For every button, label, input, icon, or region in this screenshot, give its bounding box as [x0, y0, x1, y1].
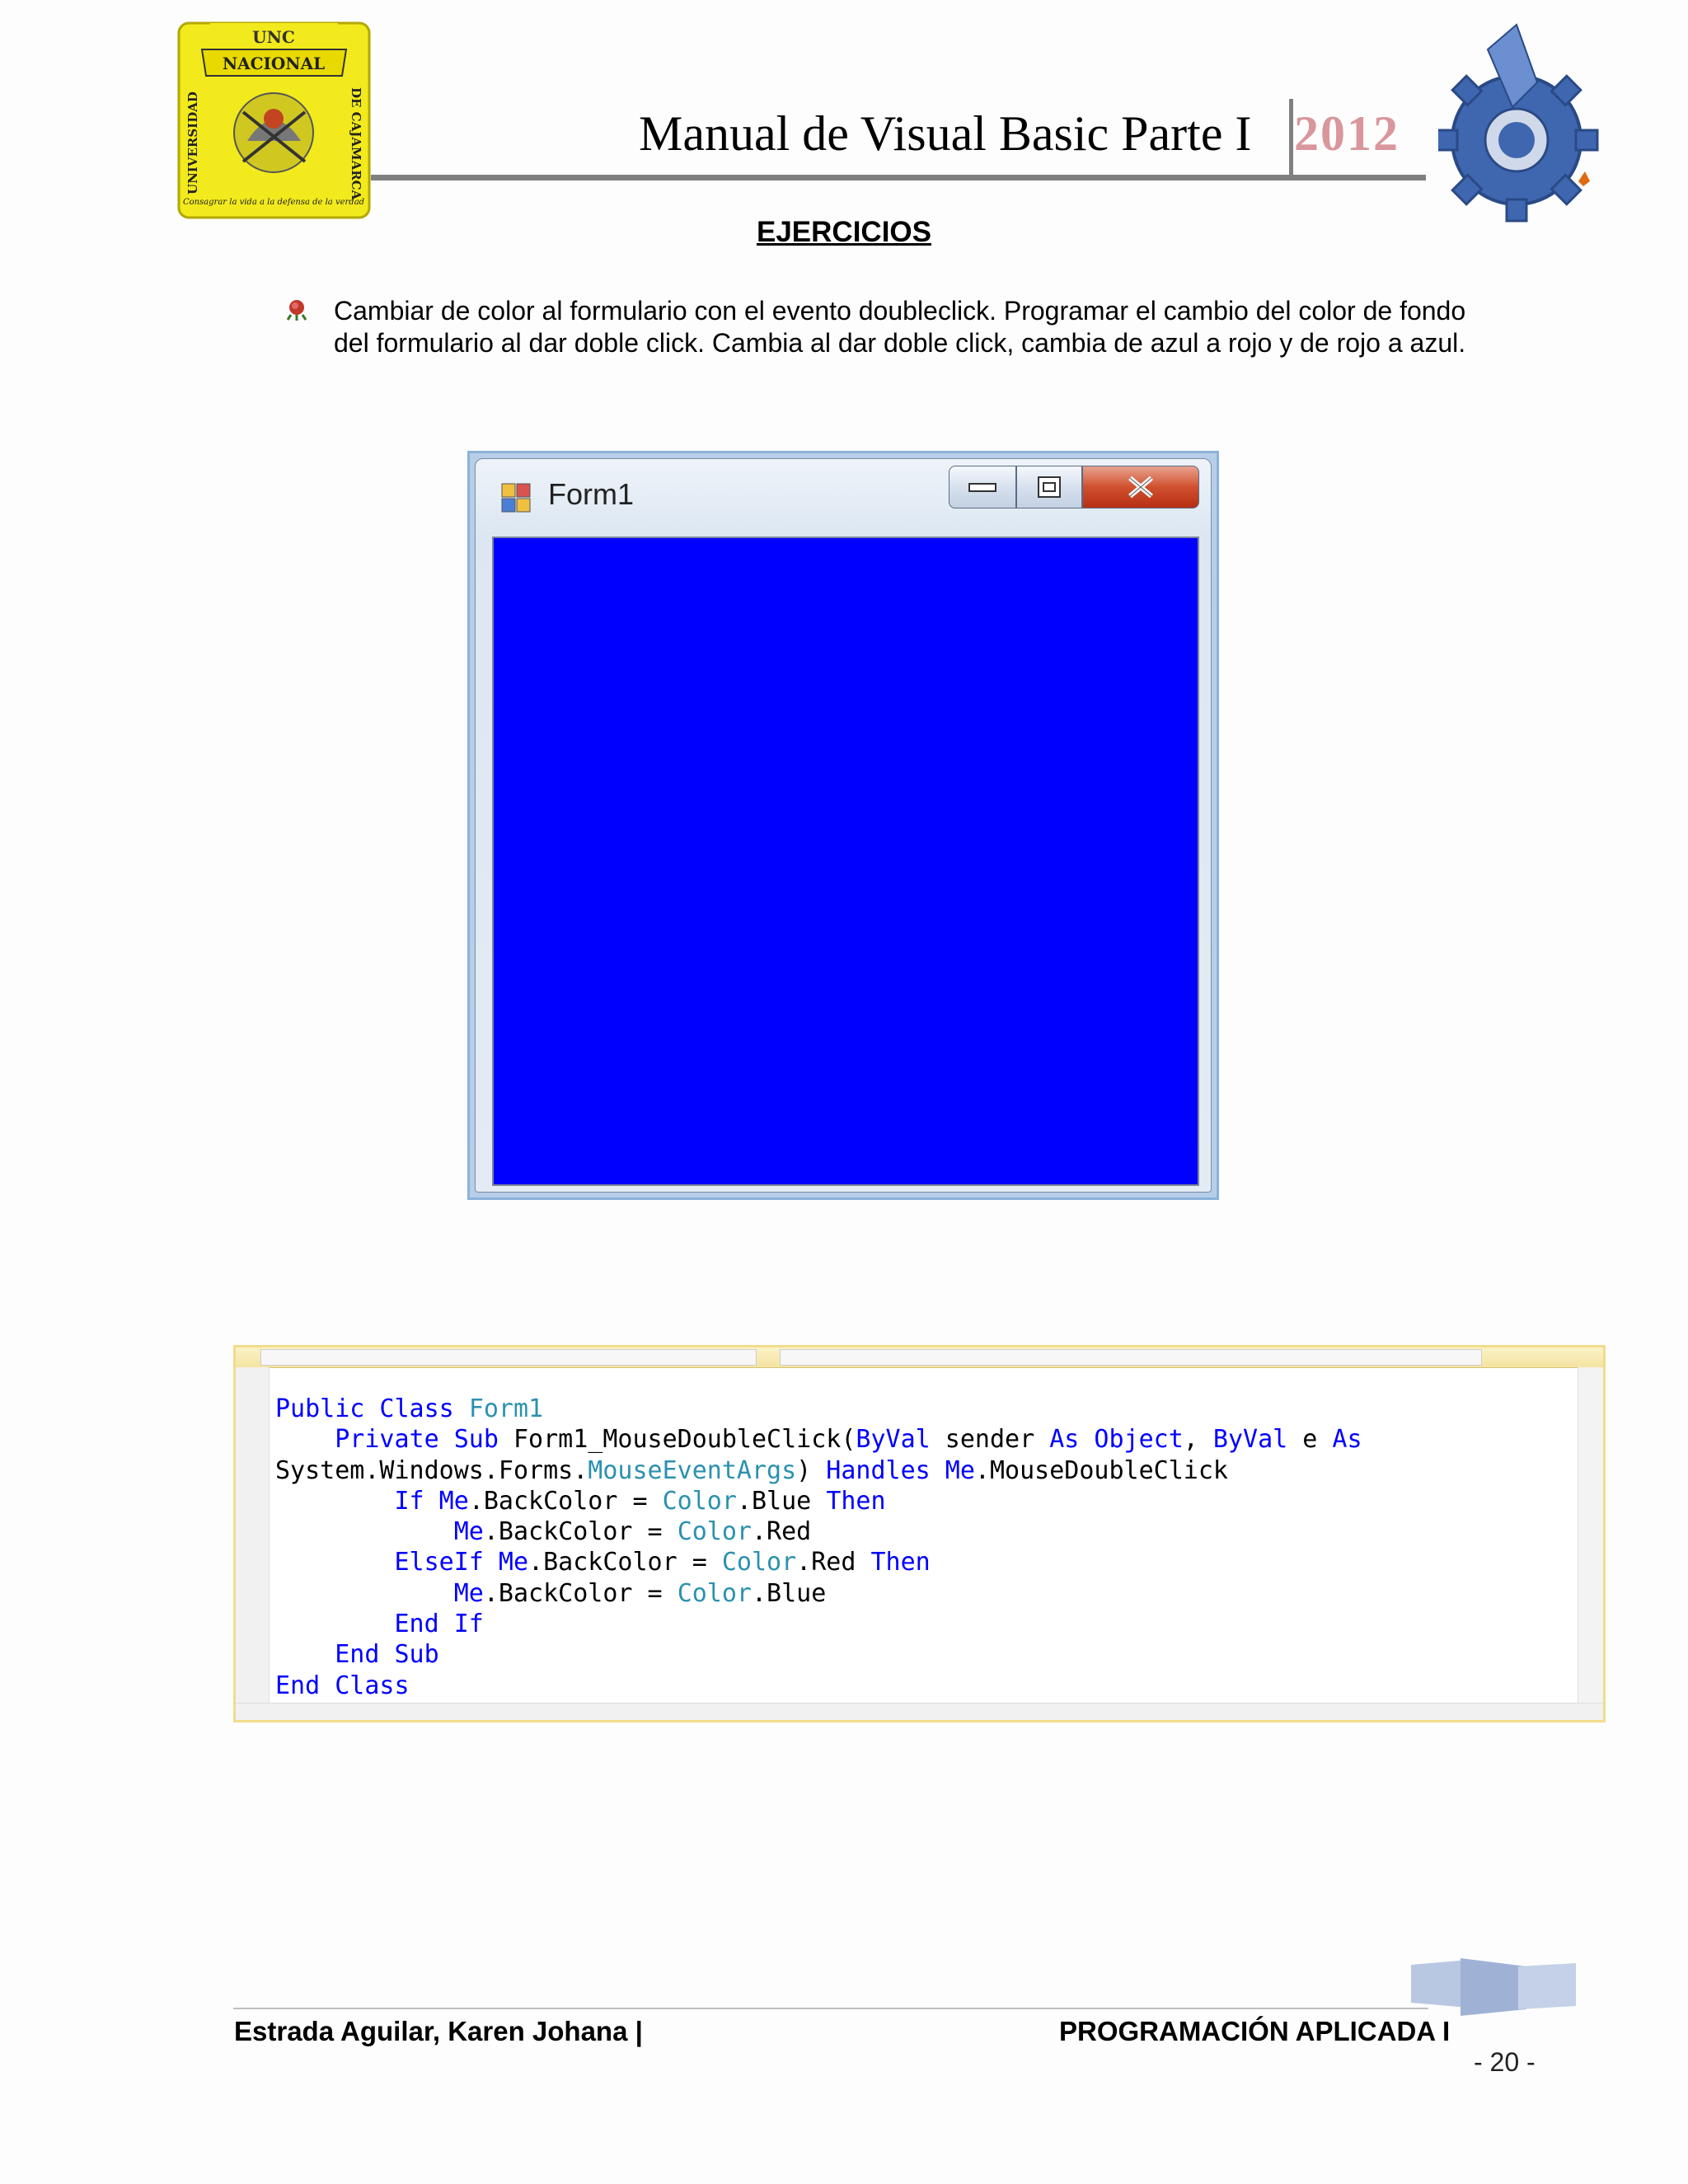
- minimize-button[interactable]: [949, 466, 1016, 509]
- footer-rule: [233, 2008, 1428, 2009]
- exercise-description: Cambiar de color al formulario con el evento doubleclick. Programar el cambio del color de fondo del formulario al dar doble click. Cambia al dar doble click, cambia de azul a rojo y de rojo a azul.: [334, 296, 1466, 358]
- code-token: .Blue: [736, 1486, 827, 1516]
- code-editor-toolbar: [236, 1347, 1603, 1368]
- university-logo: [177, 21, 371, 219]
- code-token: ByVal: [1212, 1425, 1288, 1455]
- code-token: e: [1287, 1425, 1333, 1455]
- section-heading: EJERCICIOS: [757, 216, 931, 248]
- code-token: .MouseDoubleClick: [974, 1455, 1228, 1485]
- code-line: [275, 1394, 1362, 1424]
- code-token: .BackColor =: [468, 1486, 663, 1516]
- code-token: End Class: [275, 1671, 410, 1700]
- code-token: .Red: [796, 1548, 871, 1577]
- close-button[interactable]: [1082, 466, 1199, 509]
- code-scrollbar[interactable]: [1578, 1367, 1603, 1704]
- code-editor: [233, 1345, 1606, 1722]
- footer-course: PROGRAMACIÓN APLICADA I: [1059, 2016, 1451, 2046]
- code-line: [275, 1578, 1362, 1609]
- code-token: ByVal: [856, 1425, 931, 1455]
- code-token: Color: [677, 1578, 752, 1608]
- code-token: .Blue: [752, 1578, 827, 1608]
- maximize-button[interactable]: [1016, 466, 1082, 509]
- code-token: .BackColor =: [528, 1548, 722, 1577]
- code-line: [275, 1547, 1362, 1577]
- code-line: [275, 1424, 1362, 1455]
- minimize-icon: [968, 481, 996, 493]
- code-token: .Red: [752, 1517, 812, 1547]
- maximize-icon: [1037, 476, 1062, 499]
- event-dropdown[interactable]: [780, 1349, 1482, 1366]
- code-token: ElseIf Me: [275, 1548, 529, 1577]
- code-token: As: [1332, 1425, 1362, 1455]
- code-token: As Object: [1049, 1425, 1184, 1455]
- code-line: [275, 1516, 1362, 1547]
- header-title: Manual de Visual Basic Parte I: [639, 106, 1252, 161]
- svg-text:NACIONAL: NACIONAL: [222, 54, 326, 73]
- page-number: - 20 -: [1474, 2047, 1536, 2077]
- code-token: If Me: [275, 1486, 469, 1516]
- code-token: End If: [275, 1610, 484, 1639]
- code-token: System.Windows.Forms.: [275, 1455, 588, 1485]
- code-gutter: [236, 1367, 270, 1704]
- code-token: Then: [826, 1486, 886, 1516]
- code-listing: [275, 1394, 1362, 1701]
- code-line: [275, 1609, 1362, 1639]
- footer-author: Estrada Aguilar, Karen Johana |: [234, 2016, 643, 2046]
- code-token: Me: [275, 1578, 484, 1608]
- footer-ornament: [1411, 1955, 1576, 2021]
- code-token: Then: [870, 1548, 931, 1577]
- faculty-gear-logo: [1438, 16, 1603, 223]
- code-token: .BackColor =: [483, 1517, 678, 1547]
- svg-text:UNC: UNC: [252, 27, 295, 47]
- code-token: Me: [275, 1517, 484, 1547]
- header-separator: [1289, 99, 1293, 175]
- form1-window: [467, 451, 1219, 1200]
- header-rule: [371, 175, 1426, 180]
- code-line: [275, 1455, 1362, 1486]
- svg-text:UNIVERSIDAD: UNIVERSIDAD: [185, 91, 200, 194]
- rose-bullet-icon: [284, 297, 309, 321]
- object-dropdown[interactable]: [260, 1349, 757, 1366]
- header-year: 2012: [1294, 106, 1400, 161]
- code-token: Color: [677, 1517, 752, 1547]
- code-token: Color: [721, 1548, 797, 1577]
- svg-text:DE CAJAMARCA: DE CAJAMARCA: [349, 87, 363, 200]
- code-token: .BackColor =: [483, 1578, 678, 1608]
- code-token: Form1: [468, 1394, 544, 1423]
- svg-text:Consagrar la vida a la defensa: Consagrar la vida a la defensa de la verdad: [182, 198, 365, 207]
- code-token: ): [796, 1455, 827, 1485]
- code-token: MouseEventArgs: [588, 1455, 797, 1485]
- form-app-icon: [500, 482, 532, 513]
- code-token: Color: [662, 1486, 737, 1516]
- form-title: Form1: [548, 477, 635, 511]
- code-token: Private Sub: [275, 1425, 513, 1455]
- code-token: sender: [930, 1425, 1050, 1455]
- code-token: Form1_MouseDoubleClick(: [513, 1425, 856, 1455]
- code-line: [275, 1486, 1362, 1516]
- code-token: End Sub: [275, 1640, 439, 1670]
- code-line: [275, 1671, 1362, 1701]
- code-editor-statusbar: [236, 1703, 1603, 1720]
- code-line: [275, 1639, 1362, 1670]
- code-token: Public Class: [275, 1394, 469, 1423]
- form-client-area[interactable]: [492, 537, 1199, 1186]
- code-token: ,: [1183, 1425, 1213, 1455]
- close-icon: [1127, 476, 1155, 499]
- code-token: Handles Me: [826, 1455, 975, 1485]
